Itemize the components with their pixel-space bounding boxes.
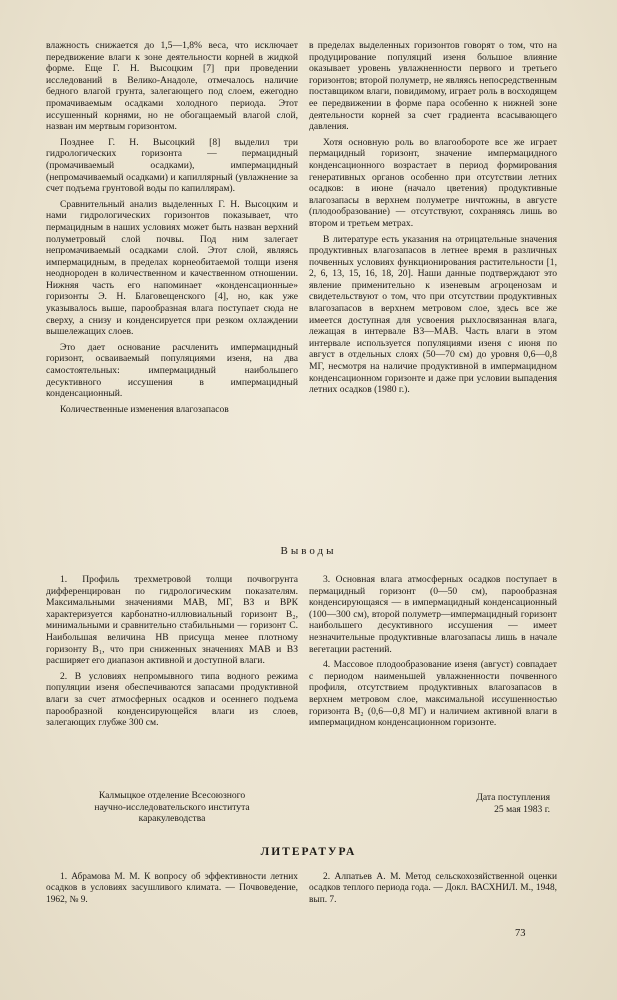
author-affiliation	[46, 790, 298, 825]
paragraph: в пределах выделенных горизонтов говорят о том, что на продуцирование популяций изеня большое влияние оказывает уровень увлажненности первого и третьего горизонтов; второй полуметр, не являясь непосредственным поставщиком влаги, повидимому, играет роль в восходящем ее передвижении в форме пара особенно к нижней зоне деятельности корней за счет градиента всасывающего давления.	[309, 40, 557, 133]
left-column-text	[46, 40, 298, 419]
conclusions-heading: Выводы	[280, 545, 337, 557]
paragraph: Это дает основание расчленить импермацидный горизонт, осваиваемый популяциями изеня, на два самостоятельных: импермацидный наибольшего десуктивного иссушения в импермацидный конденсационный.	[46, 341, 298, 400]
affiliation-line: научно-исследовательского института	[94, 801, 250, 813]
received-date	[400, 792, 550, 815]
conclusion-item: 2. В условиях непромывного типа водного режима популяции изеня обеспечиваются запасами продуктивной влаги за счет атмосферных осадков и осеннего подъема парообразной конденсирующейся влаги из слоев, залегающих глубже 300 см.	[46, 670, 298, 729]
conclusion-item: 1. Профиль трехметровой толщи почвогрунта дифференцирован по гидрологическим показателям. Максимальными значениями МАВ, МГ, ВЗ и ВРК характеризуется карбонатно-иллювиальный горизонт В₂, минимальными и сравнительно стабильными — горизонт С. Наибольшая величина НВ присуща менее плотному горизонту В₁, что при сниженных значениях МАВ и ВЗ расширяет его диапазон активной и доступной влаги.	[46, 574, 298, 667]
conclusion-item: 4. Массовое плодообразование изеня (август) совпадает с периодом наименьшей увлажненности почвенного профиля, отсутствием продуктивных влагозапасов в верхнем метровом слое, максимальной иссушенностью горизонта В₂ (0,6—0,8 МГ) и наличием активной влаги в импермацидном конденсационном горизонте.	[309, 659, 557, 729]
page-number: 73	[515, 928, 526, 939]
conclusions-right-column	[309, 574, 557, 733]
paragraph: Позднее Г. Н. Высоцкий [8] выделил три гидрологических горизонта — пермацидный (промачиваемый осадками), импермацидный (непромачиваемый осадками) и капиллярный (увлажнение за счет подъема грунтовой воды по капиллярам).	[46, 136, 298, 195]
affiliation-line: Калмыцкое отделение Всесоюзного	[98, 790, 246, 801]
literature-heading: ЛИТЕРАТУРА	[260, 846, 357, 858]
received-label: Дата поступления	[476, 792, 550, 803]
right-column-text	[309, 40, 557, 400]
affiliation-line: каракулеводства	[138, 813, 206, 825]
paragraph: влажность снижается до 1,5—1,8% веса, что исключает передвижение влаги к зоне деятельности корней в жидкой форме. Еще Г. Н. Высоцким [7] при проведении исследований в Велико-Анадоле, отмечалось наличие бедного влагой грунта, залегающего под слоем, ежегодно промачиваемым осадками холодного периода. Этот иссушенный корнями, но не обогащаемый влагой слой, назван им мертвым горизонтом.	[46, 40, 298, 133]
conclusions-left-column	[46, 574, 298, 733]
reference-item: 2. Алпатьев А. М. Метод сельскохозяйственной оценки осадков теплого периода года. — Докл. ВАСХНИЛ. М., 1948, вып. 7.	[309, 872, 557, 905]
paragraph: Сравнительный анализ выделенных Г. Н. Высоцким и нами гидрологических горизонтов показывает, что пермацидным в наших условиях может быть назван верхний полуметровый слой почвы. Под ним залегает непромачиваемый осадками слой. Этот слой, являясь импермацидным, в пределах корнеобитаемой толщи изеня неоднороден в количественном и качественном отношении. Нижняя часть его напоминает «конденсационные» горизонты Э. Н. Благовещенского [4], но, как уже указывалось выше, парообразная влага поступает сюда не сверху, а снизу и конденсируется при резком охлаждении вышележащих слоев.	[46, 198, 298, 338]
conclusion-item: 3. Основная влага атмосферных осадков поступает в пермацидный горизонт (0—50 см), парообразная конденсирующаяся — в импермацидный конденсационный (100—300 см), второй полуметр—импермацидный горизонт наибольшего десуктивного иссушения — имеет незначительные продуктивные влагозапасы лишь в начале вегетации растений.	[309, 574, 557, 655]
paragraph: Хотя основную роль во влагообороте все же играет пермацидный горизонт, значение импермацидного конденсационного возрастает в период формирования генеративных органов особенно при отсутствии летних осадков: в июне (начало цветения) продуктивные влагозапасы в верхнем полуметре ничтожны, в августе (плодообразование) — отсутствуют, сохраняясь лишь во втором и третьем метрах.	[309, 136, 557, 229]
received-value: 25 мая 1983 г.	[494, 803, 550, 815]
paragraph: В литературе есть указания на отрицательные значения продуктивных влагозапасов в летнее время в различных почвенных условиях функционирования растительности [1, 2, 6, 13, 15, 16, 18, 20]. Наши данные подтверждают это явление применительно к изеневым агроценозам и свидетельствуют о том, что при отсутствии продуктивных влагозапасов в верхнем метровом слое, здесь все же имеется доступная для усвоения рыхлосвязанная влага, лежащая в интервале ВЗ—МАВ. Часть влаги в этом интервале используется популяциями изеня с июня по август в отдельных слоях (50—70 см) до уровня 0,6—0,8 МГ, несмотря на наличие продуктивной в импермацидном конденсационном горизонте и даже при условии выпадения летних осадков (1980 г.).	[309, 233, 557, 396]
paragraph: Количественные изменения влагозапасов	[60, 403, 229, 415]
reference-item: 1. Абрамова М. М. К вопросу об эффективности летних осадков в условиях засушливого климата. — Почвоведение, 1962, № 9.	[46, 872, 298, 905]
